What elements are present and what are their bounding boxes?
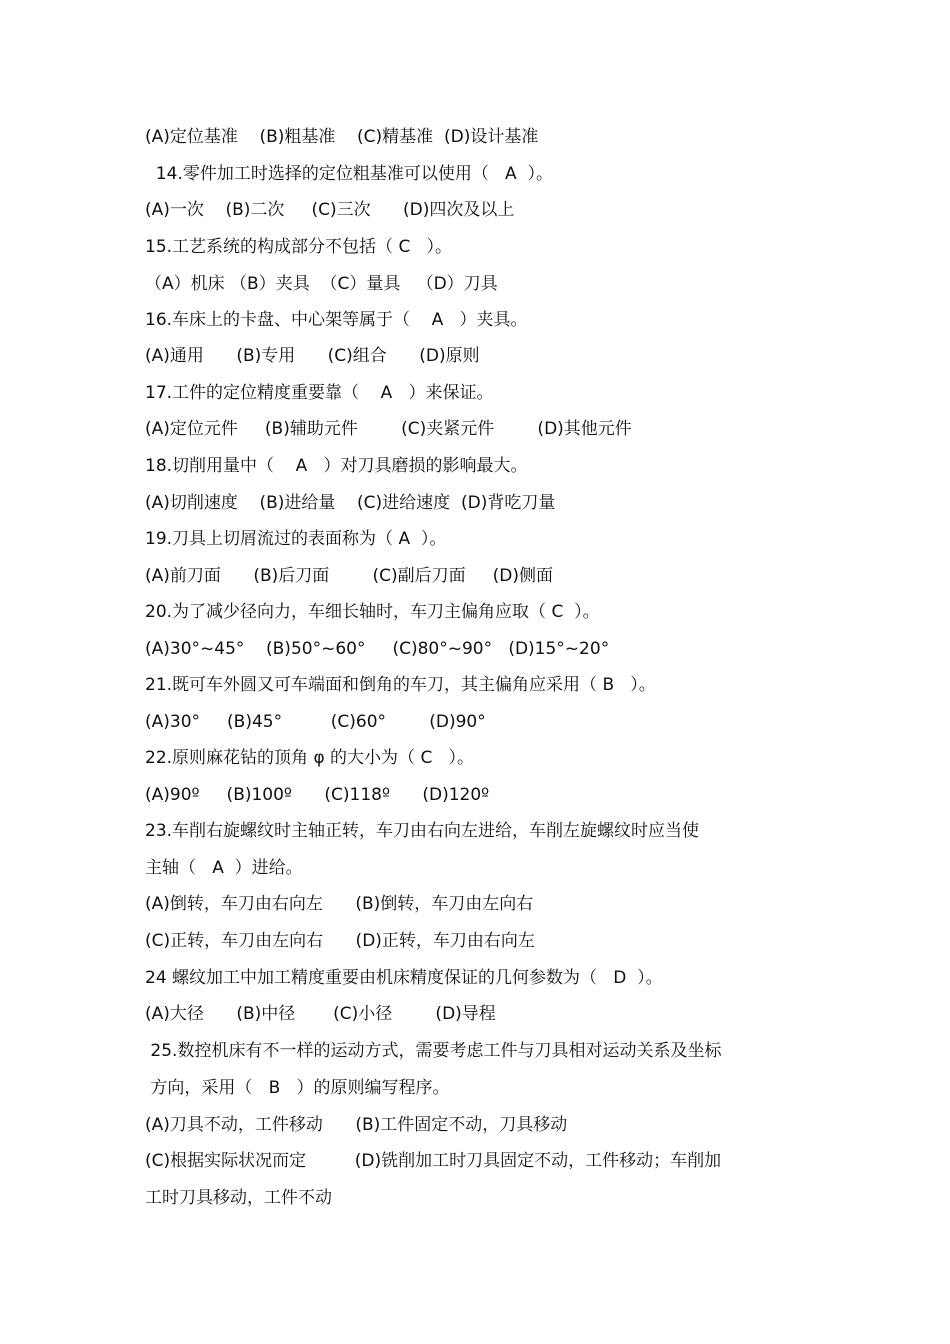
question-18: 18.切削用量中（ A ）对刀具磨损的影响最大。 [145, 456, 528, 476]
question-16: 16.车床上的卡盘、中心架等属于（ A ）夹具。 [145, 310, 528, 330]
option-line: (A)定位元件 (B)辅助元件 (C)夹紧元件 (D)其他元件 [145, 419, 632, 439]
option-line: (A)切削速度 (B)进给量 (C)进给速度 (D)背吃刀量 [145, 493, 556, 513]
question-23: 23.车削右旋螺纹时主轴正转，车刀由右向左进给，车削左旋螺纹时应当使 [145, 821, 700, 841]
question-19: 19.刀具上切屑流过的表面称为（ A ）。 [145, 529, 447, 549]
question-21: 21.既可车外圆又可车端面和倒角的车刀，其主偏角应采用（ B ）。 [145, 675, 656, 695]
question-25-cont: 方向，采用（ B ）的原则编写程序。 [145, 1078, 450, 1098]
option-line: (A)通用 (B)专用 (C)组合 (D)原则 [145, 346, 480, 366]
option-line: (A)一次 (B)二次 (C)三次 (D)四次及以上 [145, 200, 515, 220]
option-line: (A)倒转，车刀由右向左 (B)倒转，车刀由左向右 [145, 894, 534, 914]
question-23-cont: 主轴（ A ）进给。 [145, 858, 303, 878]
option-line: (A)30°~45° (B)50°~60° (C)80°~90° (D)15°~20° [145, 639, 610, 659]
question-14: 14.零件加工时选择的定位粗基准可以使用（ A ）。 [145, 164, 553, 184]
question-24: 24 螺纹加工中加工精度重要由机床精度保证的几何参数为（ D ）。 [145, 968, 663, 988]
option-line: (A)90º (B)100º (C)118º (D)120º [145, 785, 490, 805]
question-20: 20.为了减少径向力，车细长轴时，车刀主偏角应取（ C ）。 [145, 602, 600, 622]
option-line-cont: 工时刀具移动，工件不动 [145, 1188, 332, 1208]
question-22: 22.原则麻花钻的顶角 φ 的大小为（ C ）。 [145, 748, 475, 768]
option-line: (A)刀具不动，工件移动 (B)工件固定不动，刀具移动 [145, 1115, 568, 1135]
option-line: (A)大径 (B)中径 (C)小径 (D)导程 [145, 1004, 496, 1024]
question-15: 15.工艺系统的构成部分不包括（ C ）。 [145, 237, 453, 257]
option-line: (A)前刀面 (B)后刀面 (C)副后刀面 (D)侧面 [145, 566, 553, 586]
option-line: （A）机床 （B）夹具 （C）量具 （D）刀具 [145, 274, 498, 294]
option-line: (A)30° (B)45° (C)60° (D)90° [145, 712, 486, 732]
question-25: 25.数控机床有不一样的运动方式，需要考虑工件与刀具相对运动关系及坐标 [145, 1041, 722, 1061]
option-line: (A)定位基准 (B)粗基准 (C)精基准 (D)设计基准 [145, 127, 539, 147]
option-line: (C)根据实际状况而定 (D)铣削加工时刀具固定不动，工件移动；车削加 [145, 1151, 722, 1171]
option-line: (C)正转，车刀由左向右 (D)正转，车刀由右向左 [145, 931, 535, 951]
question-17: 17.工件的定位精度重要靠（ A ）来保证。 [145, 383, 494, 403]
